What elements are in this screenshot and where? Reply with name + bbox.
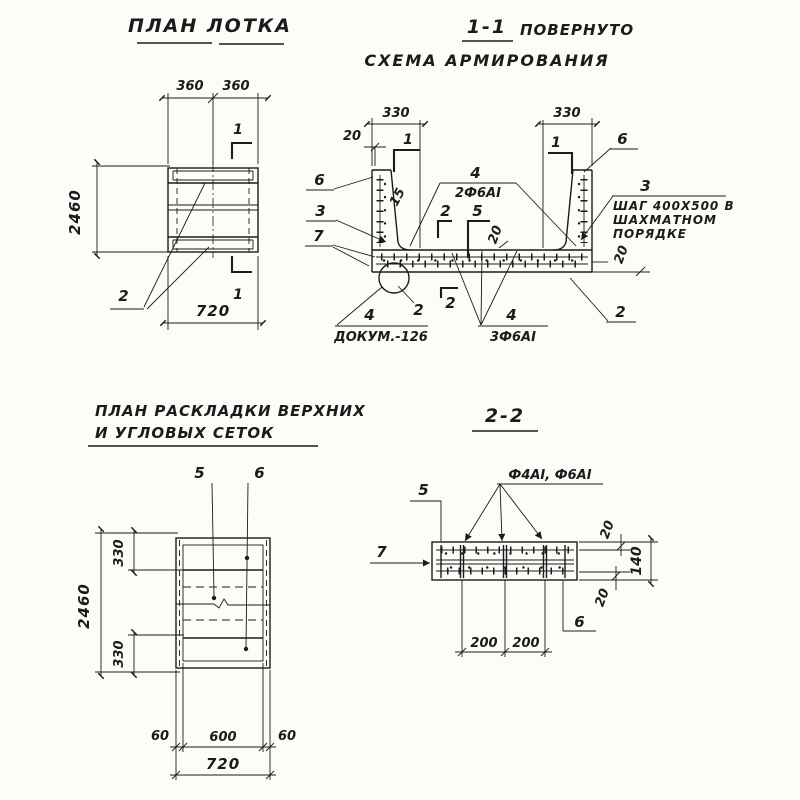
item-label-6-right: 6 bbox=[617, 130, 629, 148]
dim-tick bbox=[636, 267, 645, 276]
leader-line bbox=[144, 183, 205, 307]
dim-720: 720 bbox=[205, 755, 241, 773]
dim-720: 720 bbox=[195, 302, 231, 320]
leader-line bbox=[500, 484, 542, 539]
callout-2f6ai: 2Ф6АI bbox=[455, 186, 501, 201]
section-mark-5-mid: 5 bbox=[472, 202, 484, 220]
leader-line bbox=[570, 278, 608, 321]
leader-line bbox=[147, 247, 209, 309]
leader-line bbox=[500, 484, 502, 541]
leader-line bbox=[584, 148, 611, 172]
section-mark-2-bottom: 2 bbox=[445, 294, 457, 312]
dim-330-bottom: 330 bbox=[112, 640, 127, 668]
section-1-1-note: ПОВЕРНУТО bbox=[520, 21, 635, 39]
leader-line bbox=[465, 484, 500, 541]
plan-lotka-view bbox=[66, 15, 292, 330]
dim-60-left: 60 bbox=[150, 729, 170, 744]
item-label-5: 5 bbox=[418, 481, 430, 499]
break-line bbox=[176, 599, 270, 608]
leader-line bbox=[410, 183, 440, 246]
leader-dot bbox=[245, 556, 249, 560]
section-mark-1-right: 1 bbox=[551, 135, 561, 151]
dim-20-right: 20 bbox=[611, 243, 632, 266]
section-flag bbox=[232, 256, 252, 272]
wall-right-inner-face bbox=[553, 170, 573, 250]
leader-line bbox=[516, 183, 576, 246]
leader-line bbox=[410, 501, 441, 541]
item-label-3-left: 3 bbox=[315, 202, 327, 220]
leader-line bbox=[212, 483, 214, 596]
leader-line bbox=[246, 483, 248, 648]
item-label-3-right: 3 bbox=[640, 177, 652, 195]
plan-lotka-title: ПЛАН ЛОТКА bbox=[127, 15, 293, 37]
plan-setok-view bbox=[75, 402, 366, 780]
section-flag bbox=[394, 150, 420, 172]
leader-dot bbox=[212, 596, 216, 600]
dim-200-right: 200 bbox=[512, 636, 540, 651]
callout-4-left: 4 bbox=[364, 306, 376, 324]
rebar-note: Ф4АI, Ф6АI bbox=[508, 468, 592, 483]
detail-circle bbox=[379, 263, 409, 293]
dim-2460: 2460 bbox=[75, 583, 93, 629]
item-label-2: 2 bbox=[118, 287, 130, 305]
dim-60-right: 60 bbox=[277, 729, 297, 744]
leader-line bbox=[581, 196, 613, 240]
section-flag bbox=[438, 221, 452, 238]
item-label-6: 6 bbox=[574, 613, 586, 631]
dim-360-left: 360 bbox=[176, 79, 204, 94]
dim-330-top: 330 bbox=[112, 539, 127, 567]
item-label-7-left: 7 bbox=[313, 227, 325, 245]
callout-4-mid: 4 bbox=[506, 306, 518, 324]
dim-360-right: 360 bbox=[222, 79, 250, 94]
section-flag bbox=[232, 143, 252, 159]
section-2-2-view bbox=[370, 405, 658, 657]
section-mark-1-top: 1 bbox=[233, 122, 243, 138]
plan-setok-title-line1: ПЛАН РАСКЛАДКИ ВЕРХНИХ bbox=[95, 402, 366, 420]
item-label-6: 6 bbox=[254, 464, 266, 482]
note-step-line2: ШАХМАТНОМ bbox=[613, 213, 717, 227]
leader-line bbox=[398, 286, 414, 303]
dim-15: 15 bbox=[387, 185, 409, 209]
wall-left-inner-face bbox=[391, 170, 411, 250]
callout-dokum: ДОКУМ.-126 bbox=[334, 330, 428, 345]
callout-3f6ai: 3Ф6АI bbox=[490, 330, 536, 345]
dim-2460: 2460 bbox=[66, 189, 84, 235]
callout-4-top: 4 bbox=[470, 164, 482, 182]
dim-600: 600 bbox=[209, 730, 237, 745]
dim-20-top: 20 bbox=[342, 129, 362, 144]
leader-dot bbox=[244, 647, 248, 651]
dim-20-top: 20 bbox=[597, 518, 618, 541]
section-1-1-view bbox=[305, 16, 735, 345]
leader-line bbox=[333, 245, 375, 257]
section-flag bbox=[548, 153, 572, 174]
note-step-line1: ШАГ 400Х500 В bbox=[613, 199, 735, 213]
mesh-field-outer bbox=[176, 538, 270, 668]
leader-line bbox=[481, 251, 482, 325]
dim-20-bottom: 20 bbox=[592, 586, 613, 609]
dim-330-left: 330 bbox=[382, 106, 410, 121]
dim-330-right: 330 bbox=[553, 106, 581, 121]
leader-line bbox=[336, 220, 386, 242]
item-label-2-right: 2 bbox=[615, 303, 627, 321]
mesh-field-inner bbox=[183, 545, 263, 661]
dim-200-left: 200 bbox=[470, 636, 498, 651]
section-1-1-subtitle: СХЕМА АРМИРОВАНИЯ bbox=[364, 51, 610, 70]
dim-140: 140 bbox=[629, 546, 645, 576]
leader-line bbox=[334, 177, 373, 189]
section-1-1-title: 1-1 bbox=[466, 16, 508, 38]
item-label-7: 7 bbox=[376, 543, 388, 561]
note-step-line3: ПОРЯДКЕ bbox=[613, 227, 687, 241]
section-mark-1-bottom: 1 bbox=[233, 287, 243, 303]
item-label-6-left: 6 bbox=[314, 171, 326, 189]
item-label-5: 5 bbox=[194, 464, 206, 482]
section-mark-2-mid: 2 bbox=[440, 202, 452, 220]
section-mark-1-left: 1 bbox=[403, 132, 413, 148]
section-2-2-title: 2-2 bbox=[484, 405, 526, 427]
dim-20-mid: 20 bbox=[485, 223, 506, 246]
plan-setok-title-line2: И УГЛОВЫХ СЕТОК bbox=[95, 424, 275, 442]
item-label-2-left: 2 bbox=[413, 301, 425, 319]
